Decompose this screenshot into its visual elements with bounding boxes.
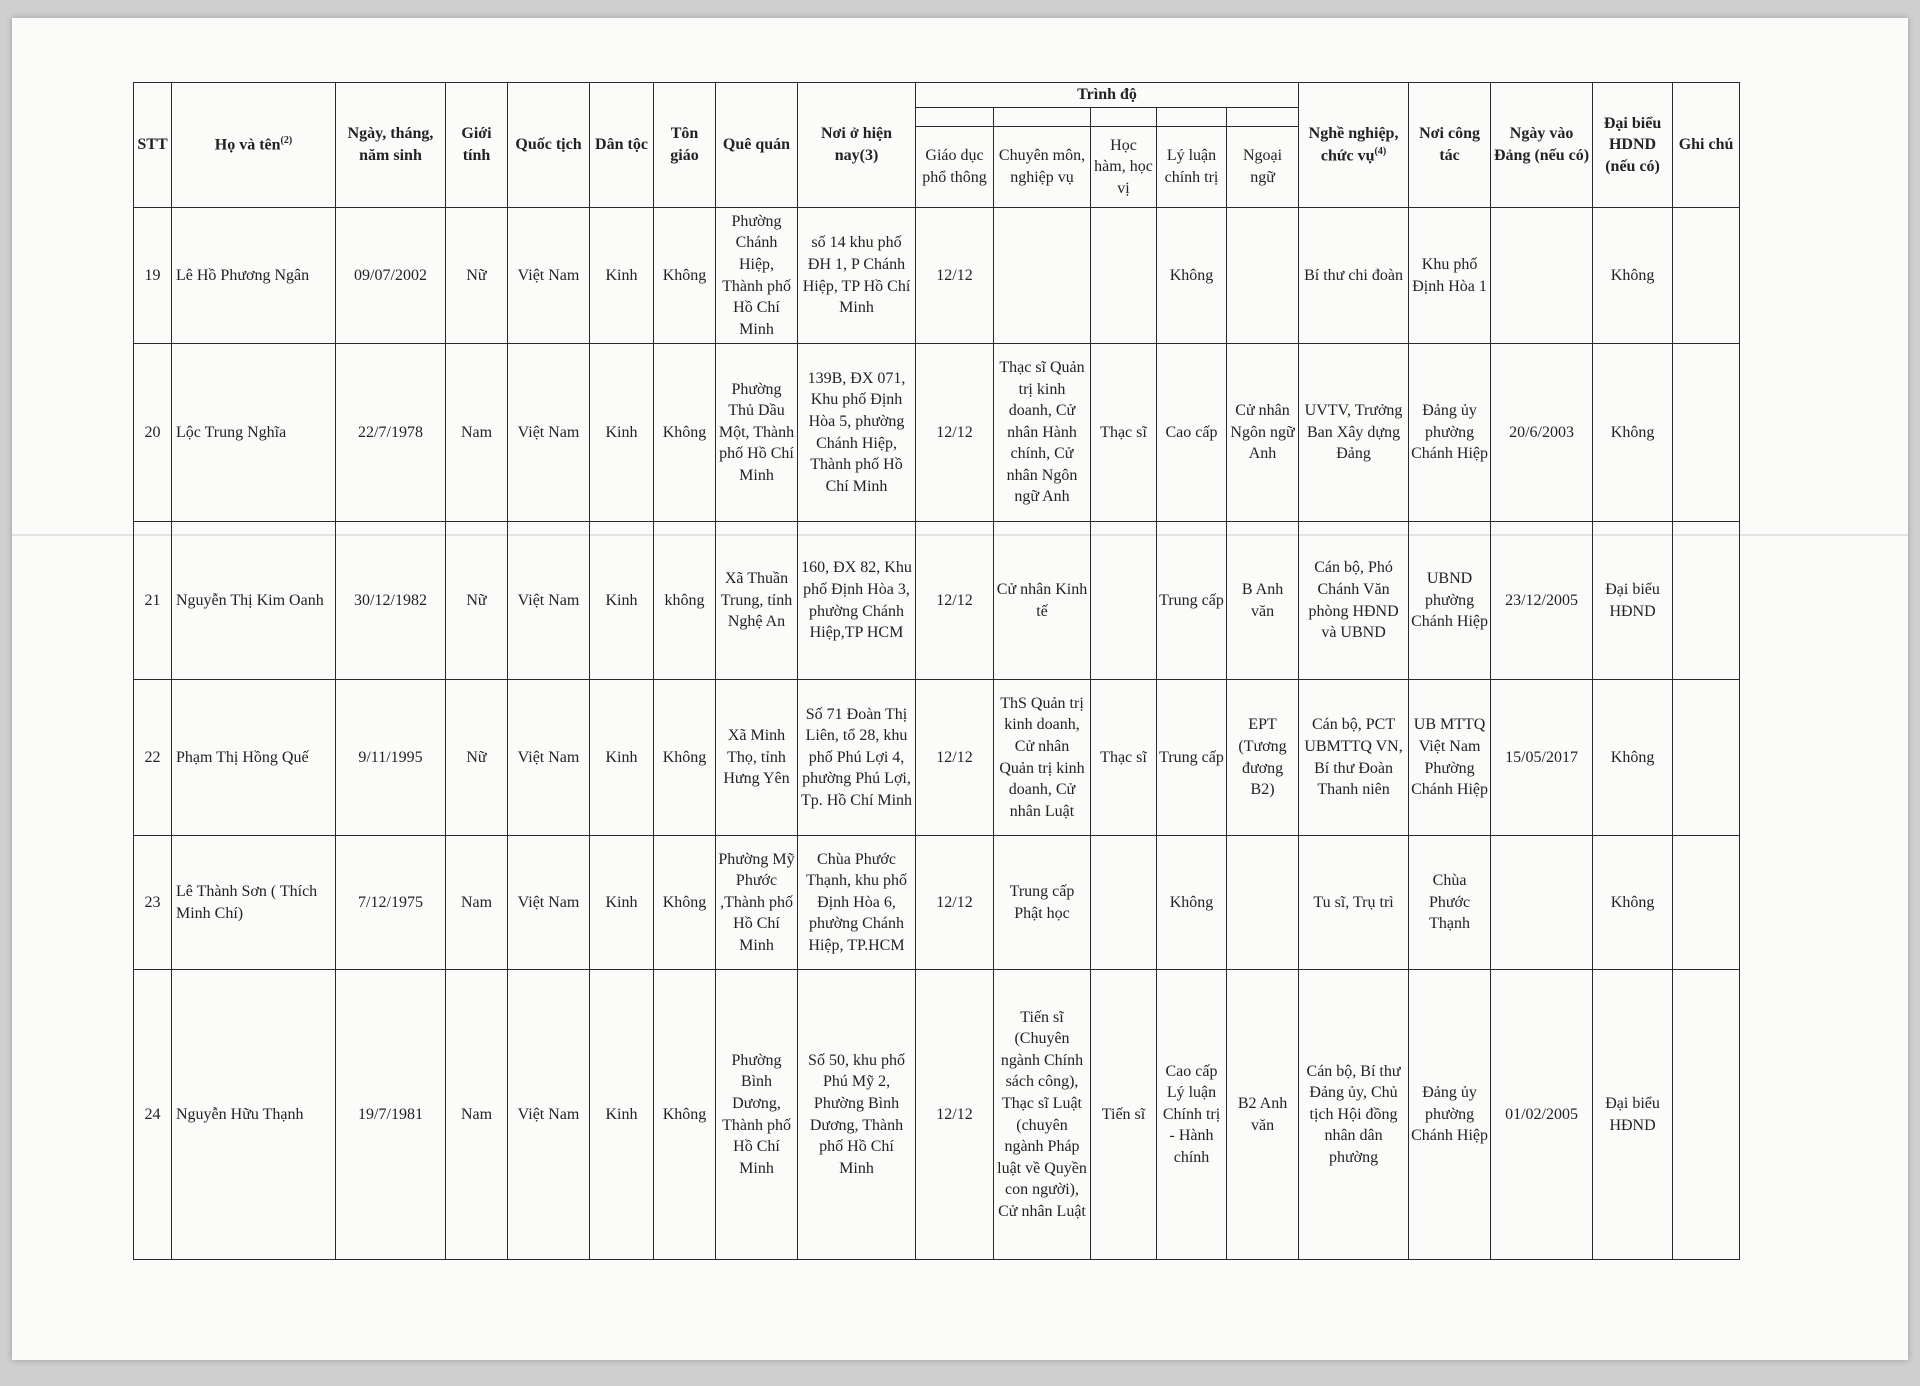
cell-note [1673, 836, 1740, 970]
header-delegate: Đại biểu HDND (nếu có) [1593, 83, 1673, 208]
table-body [134, 208, 1740, 1260]
cell-dob: 19/7/1981 [336, 970, 446, 1260]
header-language: Ngoại ngữ [1227, 127, 1299, 208]
cell-note [1673, 970, 1740, 1260]
header-spacer-4 [1157, 108, 1227, 127]
cell-general-edu: 12/12 [916, 208, 994, 344]
cell-degree [1091, 522, 1157, 680]
cell-name: Lộc Trung Nghĩa [172, 344, 336, 522]
cell-political: Trung cấp [1157, 680, 1227, 836]
cell-name: Phạm Thị Hồng Quế [172, 680, 336, 836]
header-ethnicity: Dân tộc [590, 83, 654, 208]
cell-party-date: 23/12/2005 [1491, 522, 1593, 680]
cell-language: B Anh văn [1227, 522, 1299, 680]
header-occupation [1299, 83, 1409, 208]
table-row [134, 836, 1740, 970]
cell-general-edu: 12/12 [916, 836, 994, 970]
header-workplace: Nơi công tác [1409, 83, 1491, 208]
header-degree: Học hàm, học vị [1091, 127, 1157, 208]
cell-religion: Không [654, 208, 716, 344]
header-dob: Ngày, tháng, năm sinh [336, 83, 446, 208]
candidate-table [133, 82, 1740, 1260]
cell-stt: 24 [134, 970, 172, 1260]
cell-workplace: UBND phường Chánh Hiệp [1409, 522, 1491, 680]
cell-nationality: Việt Nam [508, 680, 590, 836]
cell-gender: Nam [446, 836, 508, 970]
cell-religion: không [654, 522, 716, 680]
cell-party-date: 01/02/2005 [1491, 970, 1593, 1260]
cell-language [1227, 836, 1299, 970]
cell-delegate: Không [1593, 680, 1673, 836]
cell-ethnicity: Kinh [590, 344, 654, 522]
cell-name: Lê Hồ Phương Ngân [172, 208, 336, 344]
cell-nationality: Việt Nam [508, 970, 590, 1260]
cell-dob: 9/11/1995 [336, 680, 446, 836]
header-name-label: Họ và tên [214, 136, 281, 154]
table-header [134, 83, 1740, 208]
cell-degree: Tiến sĩ [1091, 970, 1157, 1260]
cell-general-edu: 12/12 [916, 344, 994, 522]
cell-religion: Không [654, 344, 716, 522]
cell-gender: Nam [446, 970, 508, 1260]
cell-workplace: Khu phố Định Hòa 1 [1409, 208, 1491, 344]
cell-ethnicity: Kinh [590, 970, 654, 1260]
cell-delegate: Đại biểu HĐND [1593, 970, 1673, 1260]
cell-occupation: UVTV, Trưởng Ban Xây dựng Đảng [1299, 344, 1409, 522]
cell-gender: Nữ [446, 522, 508, 680]
cell-occupation: Cán bộ, PCT UBMTTQ VN, Bí thư Đoàn Thanh niên [1299, 680, 1409, 836]
cell-residence: Số 50, khu phố Phú Mỹ 2, Phường Bình Dương, Thành phố Hồ Chí Minh [798, 970, 916, 1260]
header-note: Ghi chú [1673, 83, 1740, 208]
cell-religion: Không [654, 836, 716, 970]
cell-delegate: Không [1593, 208, 1673, 344]
cell-occupation: Cán bộ, Phó Chánh Văn phòng HĐND và UBND [1299, 522, 1409, 680]
header-political: Lý luận chính trị [1157, 127, 1227, 208]
cell-specialty: Trung cấp Phật học [994, 836, 1091, 970]
cell-hometown: Phường Thủ Dầu Một, Thành phố Hồ Chí Minh [716, 344, 798, 522]
cell-general-edu: 12/12 [916, 522, 994, 680]
header-name [172, 83, 336, 208]
cell-political: Không [1157, 208, 1227, 344]
header-stt: STT [134, 83, 172, 208]
cell-specialty: ThS Quản trị kinh doanh, Cử nhân Quản trị kinh doanh, Cử nhân Luật [994, 680, 1091, 836]
cell-hometown: Xã Minh Thọ, tỉnh Hưng Yên [716, 680, 798, 836]
cell-party-date: 15/05/2017 [1491, 680, 1593, 836]
header-hometown: Quê quán [716, 83, 798, 208]
cell-workplace: Đảng ủy phường Chánh Hiệp [1409, 344, 1491, 522]
cell-workplace: UB MTTQ Việt Nam Phường Chánh Hiệp [1409, 680, 1491, 836]
cell-hometown: Phường Mỹ Phước ,Thành phố Hồ Chí Minh [716, 836, 798, 970]
cell-delegate: Đại biểu HĐND [1593, 522, 1673, 680]
cell-stt: 20 [134, 344, 172, 522]
cell-delegate: Không [1593, 836, 1673, 970]
header-spacer-3 [1091, 108, 1157, 127]
cell-language [1227, 208, 1299, 344]
header-name-footnote: (2) [280, 135, 293, 147]
cell-nationality: Việt Nam [508, 522, 590, 680]
cell-degree [1091, 208, 1157, 344]
header-general-edu: Giáo dục phổ thông [916, 127, 994, 208]
cell-occupation: Tu sĩ, Trụ trì [1299, 836, 1409, 970]
cell-hometown: Phường Chánh Hiệp, Thành phố Hồ Chí Minh [716, 208, 798, 344]
cell-religion: Không [654, 680, 716, 836]
cell-residence: Số 71 Đoàn Thị Liên, tổ 28, khu phố Phú Lợi 4, phường Phú Lợi, Tp. Hồ Chí Minh [798, 680, 916, 836]
header-spacer-5 [1227, 108, 1299, 127]
cell-residence: 160, ĐX 82, Khu phố Định Hòa 3, phường Chánh Hiệp,TP HCM [798, 522, 916, 680]
cell-political: Cao cấp Lý luận Chính trị - Hành chính [1157, 970, 1227, 1260]
cell-occupation: Bí thư chi đoàn [1299, 208, 1409, 344]
table-row [134, 970, 1740, 1260]
cell-residence: Chùa Phước Thạnh, khu phố Định Hòa 6, phường Chánh Hiệp, TP.HCM [798, 836, 916, 970]
header-trinh-do: Trình độ [916, 83, 1299, 108]
cell-ethnicity: Kinh [590, 522, 654, 680]
cell-delegate: Không [1593, 344, 1673, 522]
cell-stt: 22 [134, 680, 172, 836]
header-occupation-label: Nghề nghiệp, chức vụ [1308, 125, 1399, 165]
cell-degree: Thạc sĩ [1091, 344, 1157, 522]
header-specialty: Chuyên môn, nghiệp vụ [994, 127, 1091, 208]
cell-workplace: Chùa Phước Thạnh [1409, 836, 1491, 970]
cell-stt: 21 [134, 522, 172, 680]
cell-name: Nguyễn Thị Kim Oanh [172, 522, 336, 680]
table-row [134, 680, 1740, 836]
cell-language: EPT (Tương đương B2) [1227, 680, 1299, 836]
header-party-date: Ngày vào Đảng (nếu có) [1491, 83, 1593, 208]
cell-ethnicity: Kinh [590, 836, 654, 970]
cell-nationality: Việt Nam [508, 344, 590, 522]
cell-dob: 09/07/2002 [336, 208, 446, 344]
table-row [134, 208, 1740, 344]
cell-degree [1091, 836, 1157, 970]
cell-name: Nguyễn Hữu Thạnh [172, 970, 336, 1260]
cell-language: Cử nhân Ngôn ngữ Anh [1227, 344, 1299, 522]
cell-stt: 19 [134, 208, 172, 344]
cell-political: Không [1157, 836, 1227, 970]
cell-residence: số 14 khu phố ĐH 1, P Chánh Hiệp, TP Hồ Chí Minh [798, 208, 916, 344]
cell-specialty [994, 208, 1091, 344]
cell-dob: 7/12/1975 [336, 836, 446, 970]
header-residence: Nơi ở hiện nay(3) [798, 83, 916, 208]
header-spacer-2 [994, 108, 1091, 127]
cell-note [1673, 208, 1740, 344]
cell-name: Lê Thành Sơn ( Thích Minh Chí) [172, 836, 336, 970]
cell-hometown: Phường Bình Dương, Thành phố Hồ Chí Minh [716, 970, 798, 1260]
cell-specialty: Tiến sĩ (Chuyên ngành Chính sách công), Thạc sĩ Luật (chuyên ngành Pháp luật về Quyền con người), Cử nhân Luật [994, 970, 1091, 1260]
cell-political: Cao cấp [1157, 344, 1227, 522]
header-spacer-1 [916, 108, 994, 127]
cell-gender: Nữ [446, 680, 508, 836]
cell-dob: 22/7/1978 [336, 344, 446, 522]
cell-party-date [1491, 208, 1593, 344]
cell-religion: Không [654, 970, 716, 1260]
header-nationality: Quốc tịch [508, 83, 590, 208]
cell-party-date: 20/6/2003 [1491, 344, 1593, 522]
cell-note [1673, 680, 1740, 836]
cell-note [1673, 344, 1740, 522]
header-gender: Giới tính [446, 83, 508, 208]
cell-gender: Nữ [446, 208, 508, 344]
header-occupation-footnote: (4) [1374, 145, 1387, 157]
cell-ethnicity: Kinh [590, 680, 654, 836]
cell-gender: Nam [446, 344, 508, 522]
cell-hometown: Xã Thuần Trung, tỉnh Nghệ An [716, 522, 798, 680]
cell-residence: 139B, ĐX 071, Khu phố Định Hòa 5, phường Chánh Hiệp, Thành phố Hồ Chí Minh [798, 344, 916, 522]
table-row [134, 344, 1740, 522]
cell-language: B2 Anh văn [1227, 970, 1299, 1260]
cell-general-edu: 12/12 [916, 970, 994, 1260]
table-row [134, 522, 1740, 680]
cell-nationality: Việt Nam [508, 836, 590, 970]
cell-degree: Thạc sĩ [1091, 680, 1157, 836]
cell-specialty: Cử nhân Kinh tế [994, 522, 1091, 680]
cell-stt: 23 [134, 836, 172, 970]
cell-dob: 30/12/1982 [336, 522, 446, 680]
cell-general-edu: 12/12 [916, 680, 994, 836]
cell-party-date [1491, 836, 1593, 970]
cell-specialty: Thạc sĩ Quản trị kinh doanh, Cử nhân Hành chính, Cử nhân Ngôn ngữ Anh [994, 344, 1091, 522]
cell-nationality: Việt Nam [508, 208, 590, 344]
cell-political: Trung cấp [1157, 522, 1227, 680]
cell-ethnicity: Kinh [590, 208, 654, 344]
cell-occupation: Cán bộ, Bí thư Đảng ủy, Chủ tịch Hội đồng nhân dân phường [1299, 970, 1409, 1260]
header-religion: Tôn giáo [654, 83, 716, 208]
cell-note [1673, 522, 1740, 680]
cell-workplace: Đảng ủy phường Chánh Hiệp [1409, 970, 1491, 1260]
